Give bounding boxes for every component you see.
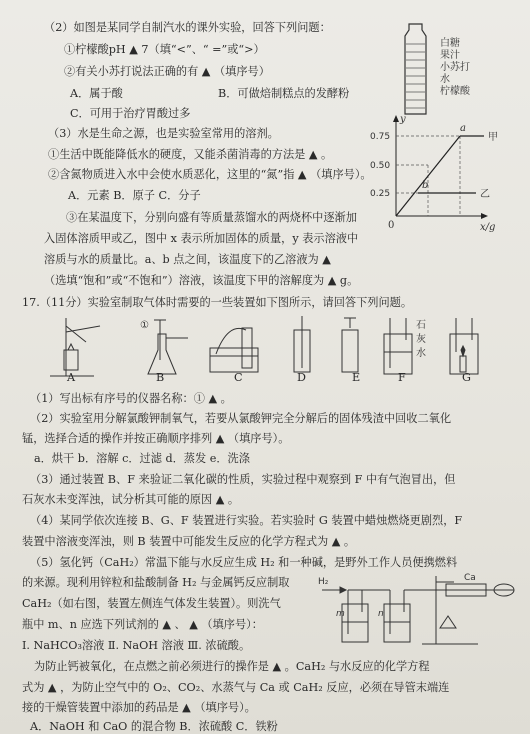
- q17-title: 17.（11分）实验室制取气体时需要的一些装置如下图所示，请回答下列问题。: [22, 296, 413, 309]
- apparatus-label-d: D: [297, 371, 306, 384]
- apparatus-a-stand: [50, 318, 100, 376]
- apparatus-e-bottle: [342, 318, 358, 372]
- q17-part4-line1: （4）某同学依次连接 B、G、F 装置进行实验。若实验时 G 装置中蜡烛燃烧更剧烈，F: [30, 514, 463, 527]
- apparatus-d-bottle: [294, 316, 310, 372]
- q17-part5-options: A．NaOH 和 CaO 的混合物 B．浓硫酸 C．铁粉: [30, 720, 278, 733]
- point-b-label: b: [422, 180, 429, 191]
- q16-part2-option-b: B．可做焙制糕点的发酵粉: [218, 87, 350, 100]
- curve-jia-rising: [396, 136, 460, 216]
- limewater-char-1: 石: [416, 320, 426, 331]
- apparatus-label-b: B: [156, 371, 165, 384]
- y-tick-0-75: 0.75: [370, 132, 391, 142]
- q17-part5-line2: 的来源。现利用锌粒和盐酸制备 H₂ 与金属钙反应制取: [22, 576, 290, 589]
- curve-jia-label: 甲: [488, 132, 498, 143]
- apparatus-f-wash-bottle: [384, 318, 412, 374]
- q17-part5-line4: 瓶中 m、n 应选下列试剂的 ▲ 、 ▲ （填序号）：: [22, 618, 263, 631]
- apparatus-label-f: F: [398, 371, 406, 384]
- q17-part5-line6: 为防止钙被氧化，在点燃之前必须进行的操作是 ▲ 。CaH₂ 与水反应的化学方程: [34, 660, 430, 673]
- q17-part4-line2: 装置中溶液变浑浊，则 B 装置中可能发生反应的化学方程式为 ▲ 。: [22, 535, 356, 548]
- graph-guide-lines: [396, 136, 476, 216]
- apparatus-g-candle-bottle: [450, 318, 478, 374]
- bottle-label-citric-acid: 柠檬酸: [440, 86, 470, 97]
- apparatus-row: [40, 312, 500, 384]
- q17-part5-line8: 接的干燥管装置中添加的药品是 ▲ （填序号）。: [22, 701, 256, 714]
- q16-part2-option-a: A．属于酸: [70, 87, 123, 100]
- origin-label: 0: [388, 220, 395, 231]
- q16-part3-question1: ①生活中既能降低水的硬度，又能杀菌消毒的方法是 ▲ 。: [48, 148, 333, 161]
- apparatus-label-a: A: [67, 371, 76, 384]
- q16-part3-question2: ②含氮物质进入水中会使水质恶化，这里的“氮”指 ▲ （填序号）。: [48, 168, 372, 181]
- bottle-label-sugar: 白糖: [440, 38, 460, 49]
- q17-part3-line2: 石灰水未变浑浊，试分析其可能的原因 ▲ 。: [22, 493, 240, 506]
- q17-part1: （1）写出标有序号的仪器名称：① ▲ 。: [30, 392, 232, 405]
- limewater-char-3: 水: [416, 348, 426, 359]
- setup-label-n: n: [378, 609, 384, 619]
- apparatus-marker-one: ①: [140, 320, 149, 331]
- q16-part3-question3-line4: （选填“饱和”或“不饱和”）溶液，该温度下甲的溶解度为 ▲ g。: [44, 274, 359, 287]
- curve-yi-label: 乙: [480, 189, 490, 200]
- apparatus-c-trough: [210, 328, 258, 372]
- apparatus-label-e: E: [352, 371, 361, 384]
- soda-bottle-figure: [396, 22, 486, 120]
- q17-part5-line1: （5）氢化钙（CaH₂）常温下能与水反应生成 H₂ 和一种碱，是野外工作人员便携燃料: [30, 556, 458, 569]
- q16-part3-options: A．元素 B．原子 C．分子: [68, 189, 201, 202]
- q17-part5-line7: 式为 ▲ ，为防止空气中的 O₂、CO₂、水蒸气与 Ca 或 CaH₂ 反应，必须在导管末端连: [22, 681, 450, 694]
- q16-part2-question1: ①柠檬酸pH ▲ 7（填“<”、“ =”或“>）: [64, 43, 265, 56]
- y-tick-0-50: 0.50: [370, 161, 391, 171]
- q16-part2-option-c: C．可用于治疗胃酸过多: [70, 107, 191, 120]
- q17-part2-options: a．烘干 b．溶解 c．过滤 d．蒸发 e．洗涤: [34, 452, 250, 465]
- q17-part5-line3: CaH₂（如右图，装置左侧连气体发生装置）。则洗气: [22, 597, 281, 610]
- cah2-setup-figure: [318, 568, 522, 652]
- q16-part3-question3-line2: 入固体溶质甲或乙，图中 x 表示所加固体的质量，y 表示溶液中: [44, 232, 359, 245]
- setup-label-ca: Ca: [464, 573, 476, 583]
- x-axis-label: x/g: [480, 222, 496, 233]
- solubility-graph: [356, 112, 506, 238]
- y-axis-label: y: [400, 114, 406, 125]
- setup-label-m: m: [336, 609, 345, 619]
- q16-part2-question2: ②有关小苏打说法正确的有 ▲ （填序号）: [64, 65, 270, 78]
- q17-part3-line1: （3）通过装置 B、F 来验证二氧化碳的性质，实验过程中观察到 F 中有气泡冒出，但: [30, 473, 456, 486]
- bottle-label-juice: 果汁: [440, 50, 460, 61]
- bottle-label-water: 水: [440, 74, 450, 85]
- q16-part3-intro: （3）水是生命之源，也是实验室常用的溶剂。: [48, 127, 279, 140]
- q17-part5-reagents: Ⅰ. NaHCO₃溶液 Ⅱ. NaOH 溶液 Ⅲ. 浓硫酸。: [22, 639, 251, 652]
- q16-part2-intro: （2）如图是某同学自制汽水的课外实验，回答下列问题：: [44, 21, 331, 34]
- apparatus-b-flask: [148, 320, 188, 374]
- q17-part2-line1: （2）实验室用分解氯酸钾制氧气，若要从氯酸钾完全分解后的固体残渣中回收二氧化: [30, 412, 452, 425]
- point-a-label: a: [460, 123, 466, 134]
- bottle-label-baking-soda: 小苏打: [440, 62, 470, 73]
- y-tick-0-25: 0.25: [370, 189, 391, 199]
- setup-label-h2: H₂: [318, 577, 329, 587]
- apparatus-label-c: C: [234, 371, 243, 384]
- q16-part3-question3-line3: 溶质与水的质量比。a、b 点之间，该温度下的乙溶液为 ▲: [44, 253, 331, 266]
- q16-part3-question3-line1: ③在某温度下，分别向盛有等质量蒸馏水的两烧杯中逐渐加: [66, 211, 357, 224]
- apparatus-label-g: G: [462, 371, 471, 384]
- limewater-char-2: 灰: [416, 334, 426, 345]
- q17-part2-line2: 锰，选择合适的操作并按正确顺序排列 ▲ （填序号）。: [22, 432, 290, 445]
